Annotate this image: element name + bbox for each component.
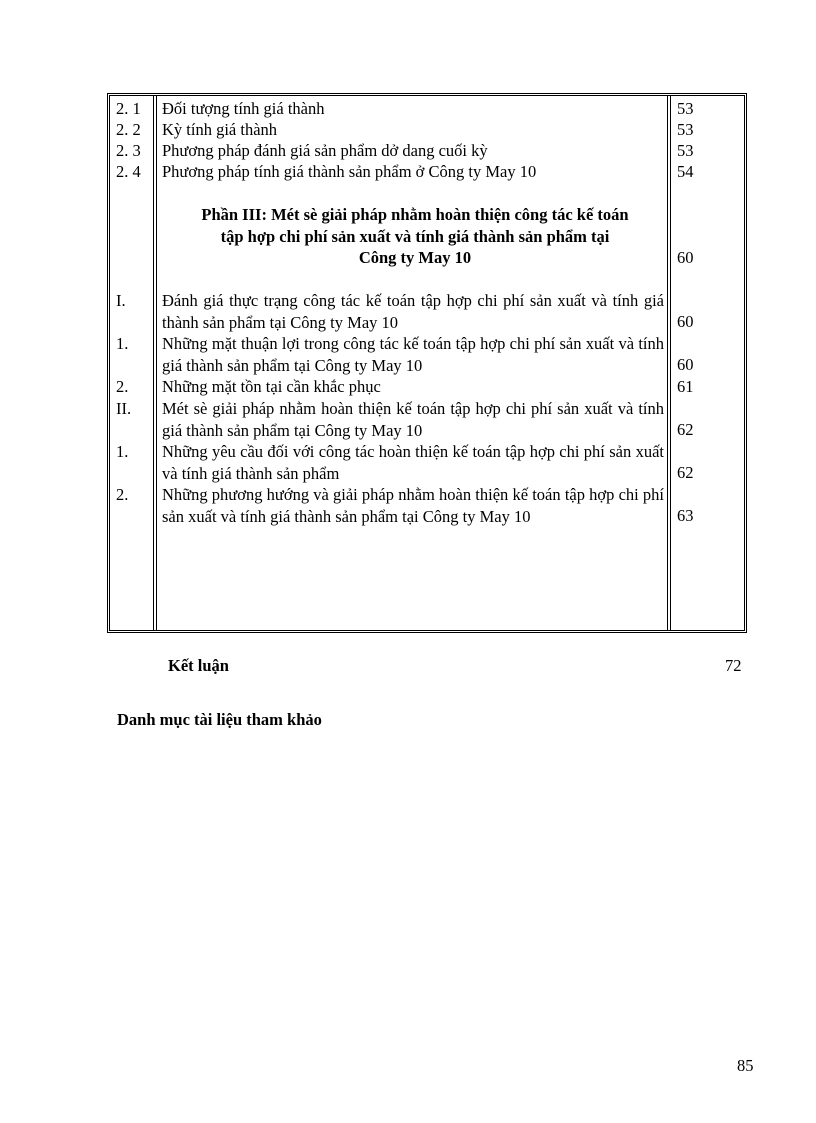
toc-row-number: 1. bbox=[116, 334, 129, 353]
toc-row-page: 62 bbox=[677, 420, 694, 439]
toc-row-title: Những phương hướng và giải pháp nhằm hoàn thiện kế toán tập hợp chi phí sản xuất và tính giá thành sản phẩm tại Công ty May 10 bbox=[162, 485, 664, 526]
toc-row-page: 61 bbox=[677, 377, 694, 396]
part-3-title-line-3: Công ty May 10 bbox=[358, 248, 472, 267]
toc-row-number: 2. bbox=[116, 377, 129, 396]
toc-row-number: I. bbox=[116, 291, 126, 310]
toc-row-title: Những mặt thuận lợi trong công tác kế toán tập hợp chi phí sản xuất và tính giá thành sản phẩm tại Công ty May 10 bbox=[162, 334, 664, 375]
toc-row-number: 2. 2 bbox=[116, 120, 141, 139]
toc-row-title: Phương pháp tính giá thành sản phẩm ở Công ty May 10 bbox=[162, 162, 537, 181]
conclusion-page: 72 bbox=[725, 656, 742, 675]
conclusion-label: Kết luận bbox=[168, 656, 229, 675]
toc-row-title: Những mặt tồn tại cần khắc phục bbox=[162, 377, 381, 396]
toc-column-divider-number bbox=[156, 96, 157, 630]
part-3-title-line-1: Phần III: Mét sè giải pháp nhằm hoàn thiện công tác kế toán bbox=[201, 205, 629, 224]
toc-column-divider-page bbox=[670, 96, 671, 630]
toc-row-page: 63 bbox=[677, 506, 694, 525]
toc-row-number: 2. 3 bbox=[116, 141, 141, 160]
toc-row-page: 53 bbox=[677, 141, 694, 160]
toc-row-title: Đánh giá thực trạng công tác kế toán tập hợp chi phí sản xuất và tính giá thành sản phẩm tại Công ty May 10 bbox=[162, 291, 664, 332]
toc-row-page: 53 bbox=[677, 120, 694, 139]
toc-row-page: 60 bbox=[677, 355, 694, 374]
toc-row-page: 62 bbox=[677, 463, 694, 482]
toc-row-page: 54 bbox=[677, 162, 694, 181]
part-3-title-line-2: tập hợp chi phí sản xuất và tính giá thành sản phẩm tại bbox=[220, 227, 610, 246]
toc-row-number: 2. 1 bbox=[116, 99, 141, 118]
toc-row-number: 2. 4 bbox=[116, 162, 141, 181]
toc-table bbox=[109, 95, 745, 631]
toc-row-page: 60 bbox=[677, 312, 694, 331]
toc-row-title: Phương pháp đánh giá sản phẩm dở dang cuối kỳ bbox=[162, 141, 488, 160]
toc-row-number: II. bbox=[116, 399, 132, 418]
toc-row-title: Đối tượng tính giá thành bbox=[162, 99, 325, 118]
references-heading: Danh mục tài liệu tham khảo bbox=[117, 710, 322, 729]
page-number: 85 bbox=[737, 1056, 754, 1075]
part-3-page: 60 bbox=[677, 248, 694, 267]
toc-row-page: 53 bbox=[677, 99, 694, 118]
toc-row-title: Kỳ tính giá thành bbox=[162, 120, 278, 139]
toc-row-number: 2. bbox=[116, 485, 129, 504]
toc-row-number: 1. bbox=[116, 442, 129, 461]
toc-row-title: Mét sè giải pháp nhằm hoàn thiện kế toán tập hợp chi phí sản xuất và tính giá thành sản phẩm tại Công ty May 10 bbox=[162, 399, 664, 440]
toc-row-title: Những yêu cầu đối với công tác hoàn thiện kế toán tập hợp chi phí sản xuất và tính giá thành sản phẩm bbox=[162, 442, 664, 483]
